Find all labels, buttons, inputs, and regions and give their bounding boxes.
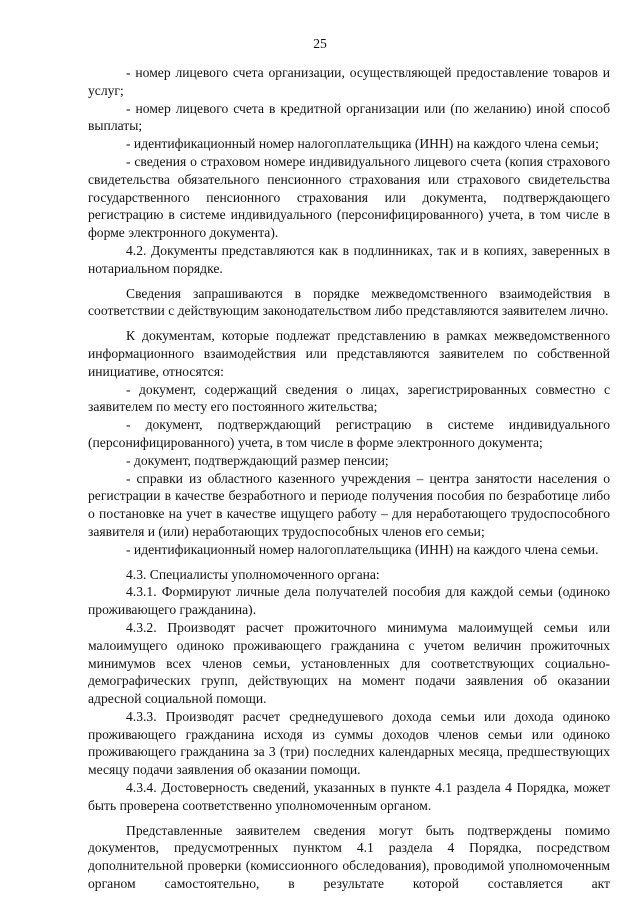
list-item-inn: - идентификационный номер налогоплательщика (ИНН) на каждого члена семьи; [126, 136, 599, 152]
list-item-cohabitants: - документ, содержащий сведения о лицах, зарегистрированных совместно с заявителем по месту его постоянного жительства; [88, 381, 610, 415]
paragraph-requests: Сведения запрашиваются в порядке межведомственного взаимодействия в соответствии с действующим законодательством либо представляются заявителем лично. [88, 285, 610, 319]
page-number: 25 [313, 36, 327, 51]
paragraph-4-3-2: 4.3.2. Производят расчет прожиточного минимума малоимущей семьи или малоимущего одиноко проживающего гражданина с учетом величин прожиточных минимумов всех членов семьи, установленных для соответствующих социально-демографических групп, действующих на момент подачи заявления об оказании адресной социальной помощи. [88, 619, 610, 707]
list-item-organization-account: - номер лицевого счета организации, осуществляющей предоставление товаров и услуг; [88, 65, 610, 98]
paragraph-4-3-1: 4.3.1. Формируют личные дела получателей пособия для каждой семьи (одиноко проживающего гражданина). [88, 584, 610, 618]
paragraph-additional-verification: Представленные заявителем сведения могут быть подтверждены помимо документов, предусмотренных пунктом 4.1 раздела 4 Порядка, посредством дополнительной проверки (комиссионного обследования), проводимой уполномоченным органом самостоятельно, в результате которой составляется акт [88, 822, 610, 892]
paragraph-4-2: 4.2. Документы представляются как в подлинниках, так и в копиях, заверенных в нотариальном порядке. [88, 242, 610, 276]
list-item-inn-family: - идентификационный номер налогоплательщика (ИНН) на каждого члена семьи. [126, 541, 599, 557]
paragraph-4-3-4: 4.3.4. Достоверность сведений, указанных в пункте 4.1 раздела 4 Порядка, может быть проверена соответственно уполномоченным органом. [88, 780, 610, 813]
list-item-bank-account: - номер лицевого счета в кредитной организации или (по желанию) иной способ выплаты; [88, 100, 610, 134]
paragraph-documents-intro: К документам, которые подлежат представлению в рамках межведомственного информационного взаимодействия или представляются заявителем по собственной инициативе, относятся: [88, 328, 610, 379]
paragraph-4-3: 4.3. Специалисты уполномоченного органа: [126, 566, 380, 582]
document-body [88, 64, 610, 893]
list-item-registration: - документ, подтверждающий регистрацию в системе индивидуального (персонифицированного) учета, в том числе в форме электронного документа; [88, 417, 610, 450]
list-item-insurance-number: - сведения о страховом номере индивидуального лицевого счета (копия страхового свидетельства обязательного пенсионного страхования или страхового свидетельства государственного пенсионного страхования или документа, подтверждающего регистрацию в системе индивидуального (персонифицированного) учета, в том числе в форме электронного документа). [88, 153, 610, 241]
paragraph-4-3-3: 4.3.3. Производят расчет среднедушевого дохода семьи или дохода одиноко проживающего гражданина исходя из суммы доходов членов семьи или одиноко проживающего гражданина за 3 (три) последних календарных месяца, предшествующих месяцу подачи заявления об оказании помощи. [88, 708, 610, 778]
list-item-pension: - документ, подтверждающий размер пенсии; [126, 452, 389, 468]
list-item-employment-center: - справки из областного казенного учреждения – центра занятости населения о регистрации в качестве безработного и периоде получения пособия по безработице либо о постановке на учет в качестве ищущего работу – для неработающего трудоспособного заявителя и (или) неработающих трудоспособных членов его семьи; [88, 470, 610, 539]
